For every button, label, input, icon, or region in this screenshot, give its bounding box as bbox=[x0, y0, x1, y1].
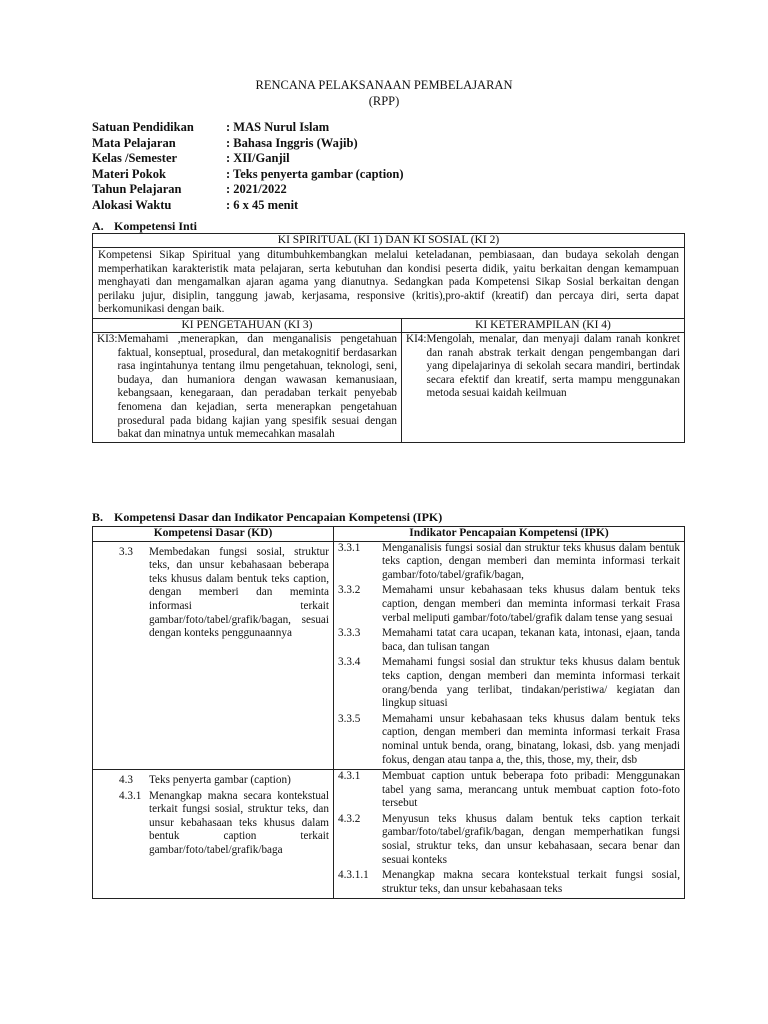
list-item bbox=[119, 790, 333, 858]
kd-number: 4.3 bbox=[119, 774, 133, 787]
document-title bbox=[0, 77, 768, 109]
list-item bbox=[338, 584, 680, 625]
kd-4-3-cell bbox=[93, 770, 334, 899]
ki3-item bbox=[97, 333, 397, 442]
ki-spiritual-text: Kompetensi Sikap Spiritual yang ditumbuhkembangkan melalui keteladanan, pembiasaan, dan budaya sekolah dengan memperhatikan karakteristik mata pelajaran, serta kebutuhan dan kondisi peserta didik, yaitu berkaitan dengan kemampuan menghayati dan mengamalkan ajaran agama yang dianutnya. Sedangkan pada Kompetensi Sikap Sosial berkaitan dengan perilaku jujur, disiplin, tanggung jawab, kerjasama, responsive (kritis),pro-aktif (kreatif) dan percaya diri, serta dapat berkomunikasi dengan baik. bbox=[93, 248, 685, 319]
meta-value: : MAS Nurul Islam bbox=[226, 120, 330, 134]
ki4-item bbox=[406, 333, 680, 401]
ipk-text: Menangkap makna secara kontekstual terkait fungsi sosial, struktur teks, dan unsur kebahasaan teks bbox=[382, 869, 680, 895]
title-line-2: (RPP) bbox=[368, 94, 400, 108]
ipk-text: Memahami unsur kebahasaan teks khusus dalam bentuk teks caption, dengan memberi dan meminta informasi terkait Frasa verbal meliputi gambar/foto/tabel/grafik dalam tense yang sesuai bbox=[382, 584, 680, 624]
ipk-text: Membuat caption untuk beberapa foto pribadi: Menggunakan tabel yang sama, merancang untuk membuat caption foto-foto tersebut bbox=[382, 770, 680, 810]
ipk-text: Memahami unsur kebahasaan teks khusus dalam bentuk teks caption, dengan memberi dan meminta informasi terkait Frasa nominal untuk benda, orang, binatang, lokasi, dsb. yang menjadi fokus, dengan atau tanpa a, the, this, those, my, their, dsb bbox=[382, 712, 680, 766]
meta-key: Tahun Pelajaran bbox=[92, 182, 182, 196]
ipk-text: Menganalisis fungsi sosial dan struktur teks khusus dalam bentuk teks caption, dengan memberi dan meminta informasi terkait gambar/foto/tabel/grafik/bagan, bbox=[382, 541, 680, 581]
ki4-text: Mengolah, menalar, dan menyaji dalam ranah konkret dan ranah abstrak terkait dengan pengembangan dari yang dipelajarinya di sekolah secara mandiri, bertindak secara efektif dan kreatif, serta mampu menggunakan metoda sesuai kaidah keilmuan bbox=[426, 332, 680, 400]
ipk-number: 3.3.1 bbox=[338, 541, 361, 554]
ki3-header: KI PENGETAHUAN (KI 3) bbox=[93, 318, 402, 332]
ki3-code: KI3: bbox=[97, 332, 118, 345]
ipk-3-3-cell bbox=[334, 541, 685, 770]
kd-number: 4.3.1 bbox=[119, 789, 142, 802]
meta-row bbox=[92, 182, 404, 198]
list-item bbox=[119, 774, 333, 788]
meta-value: : Bahasa Inggris (Wajib) bbox=[226, 135, 358, 150]
ipk-number: 4.3.2 bbox=[338, 812, 361, 825]
list-item bbox=[338, 713, 680, 767]
section-number: B. bbox=[92, 510, 104, 524]
meta-key: Materi Pokok bbox=[92, 166, 166, 181]
list-item bbox=[338, 656, 680, 710]
section-b-heading bbox=[92, 511, 442, 525]
ipk-text: Menyusun teks khusus dalam bentuk teks caption terkait gambar/foto/tabel/grafik/bagan, dengan memperhatikan fungsi sosial, struktur teks, dan unsur kebahasaan, secara benar dan sesuai konteks bbox=[382, 812, 680, 866]
ipk-number: 3.3.5 bbox=[338, 712, 361, 725]
ipk-text: Memahami fungsi sosial dan struktur teks khusus dalam bentuk teks caption, dengan memberi dan meminta informasi terkait orang/benda yang terlibat, tindakan/peristiwa/ kegiatan dan lingkup situasi bbox=[382, 656, 680, 710]
ipk-number: 3.3.4 bbox=[338, 656, 361, 669]
ki3-cell bbox=[93, 332, 402, 442]
meta-key: Kelas /Semester bbox=[92, 151, 178, 165]
meta-row bbox=[92, 198, 404, 214]
list-item bbox=[338, 770, 680, 811]
kd-text: Menangkap makna secara kontekstual terkait fungsi sosial, struktur teks, dan unsur kebahasaan teks khusus dalam bentuk caption terkait gambar/foto/tabel/grafik/baga bbox=[149, 789, 329, 857]
ipk-4-3-cell bbox=[334, 770, 685, 899]
section-a-heading bbox=[92, 220, 197, 234]
kd-3-3-cell bbox=[93, 541, 334, 770]
ki4-cell bbox=[402, 332, 685, 442]
meta-value: : 6 x 45 menit bbox=[226, 197, 299, 212]
meta-key: Mata Pelajaran bbox=[92, 135, 176, 150]
ipk-number: 4.3.1.1 bbox=[338, 869, 369, 882]
ki-spiritual-header: KI SPIRITUAL (KI 1) DAN KI SOSIAL (KI 2) bbox=[93, 234, 685, 248]
list-item bbox=[338, 627, 680, 654]
meta-row bbox=[92, 136, 404, 152]
meta-key: Satuan Pendidikan bbox=[92, 120, 194, 134]
ipk-number: 3.3.3 bbox=[338, 627, 361, 640]
ki3-text: Memahami ,menerapkan, dan menganalisis pengetahuan faktual, konseptual, prosedural, dan metakognitif berdasarkan rasa ingintahunya tentang ilmu pengetahuan, teknologi, seni, budaya, dan humaniora dengan wawasan kemanusiaan, kebangsaan, kenegaraan, dan peradaban terkait penyebab fenomena dan kejadian, serta menerapkan pengetahuan prosedural pada bidang kajian yang spesifik sesuai dengan bakat dan minatnya untuk memecahkan masalah bbox=[117, 332, 397, 441]
list-item bbox=[119, 546, 333, 641]
title-line-1: RENCANA PELAKSANAAN PEMBELAJARAN bbox=[255, 78, 513, 92]
ipk-number: 4.3.1 bbox=[338, 770, 361, 783]
kd-number: 3.3 bbox=[119, 545, 133, 558]
meta-value: : Teks penyerta gambar (caption) bbox=[226, 166, 404, 181]
list-item bbox=[338, 542, 680, 583]
meta-value: : 2021/2022 bbox=[226, 182, 287, 196]
ki4-header: KI KETERAMPILAN (KI 4) bbox=[402, 318, 685, 332]
ipk-header: Indikator Pencapaian Kompetensi (IPK) bbox=[334, 527, 685, 542]
list-item bbox=[338, 813, 680, 867]
kd-ipk-table bbox=[92, 526, 685, 899]
section-label: Kompetensi Inti bbox=[114, 219, 198, 233]
kd-header: Kompetensi Dasar (KD) bbox=[93, 527, 334, 542]
identity-block bbox=[92, 120, 404, 213]
meta-key: Alokasi Waktu bbox=[92, 197, 172, 212]
ipk-text: Memahami tatat cara ucapan, tekanan kata, intonasi, ejaan, tanda baca, dan tulisan tangan bbox=[382, 627, 680, 653]
ipk-number: 3.3.2 bbox=[338, 584, 361, 597]
kd-text: Teks penyerta gambar (caption) bbox=[149, 774, 291, 787]
list-item bbox=[338, 869, 680, 896]
kompetensi-inti-table bbox=[92, 233, 685, 443]
meta-row bbox=[92, 167, 404, 183]
kd-text: Membedakan fungsi sosial, struktur teks, dan unsur kebahasaan beberapa teks khusus dalam bentuk teks caption, dengan memberi dan meminta informasi terkait gambar/foto/tabel/grafik/bagan, sesuai dengan konteks penggunaannya bbox=[149, 545, 329, 640]
meta-row bbox=[92, 120, 404, 136]
meta-value: : XII/Ganjil bbox=[226, 151, 290, 165]
section-label: Kompetensi Dasar dan Indikator Pencapaian Kompetensi (IPK) bbox=[114, 510, 443, 524]
meta-row bbox=[92, 151, 404, 167]
section-number: A. bbox=[92, 219, 104, 233]
ki4-code: KI4: bbox=[406, 332, 427, 345]
